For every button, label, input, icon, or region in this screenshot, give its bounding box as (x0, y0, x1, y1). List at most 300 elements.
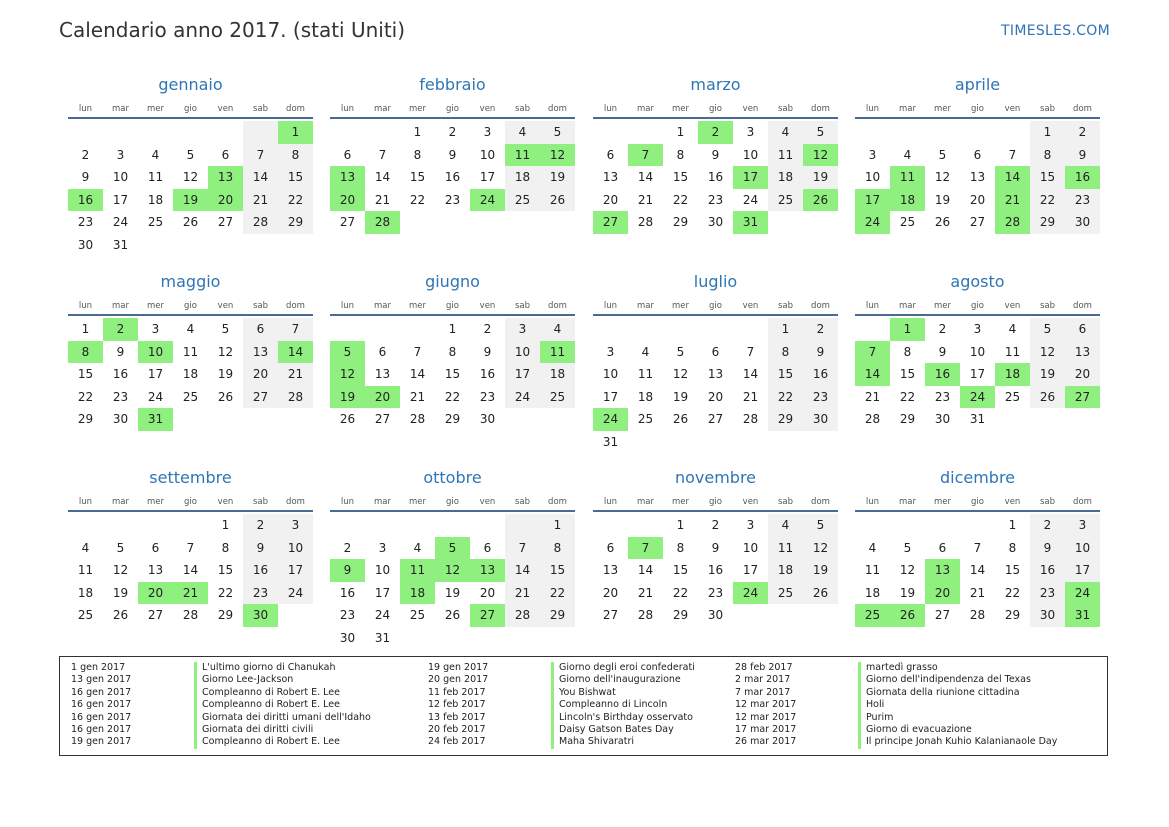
day-cell[interactable]: 13 (147, 563, 164, 578)
day-cell[interactable]: 15 (899, 367, 916, 382)
day-cell[interactable]: 2 (343, 540, 352, 555)
day-cell[interactable]: 8 (768, 341, 803, 364)
day-cell[interactable]: 20 (602, 585, 619, 600)
day-cell[interactable]: 9 (448, 147, 457, 162)
day-cell[interactable]: 22 (1004, 585, 1021, 600)
day-cell[interactable]: 29 (217, 608, 234, 623)
day-cell[interactable]: 2 (448, 125, 457, 140)
day-cell[interactable]: 21 (637, 585, 654, 600)
day-cell[interactable]: 28 (637, 215, 654, 230)
day-cell[interactable]: 9 (330, 559, 365, 582)
day-cell[interactable]: 27 (1065, 386, 1100, 409)
day-cell[interactable]: 25 (540, 386, 575, 409)
day-cell[interactable]: 16 (68, 189, 103, 212)
day-cell[interactable]: 22 (217, 585, 234, 600)
day-cell[interactable]: 25 (1004, 389, 1021, 404)
day-cell[interactable]: 29 (278, 211, 313, 234)
day-cell[interactable]: 16 (339, 585, 356, 600)
day-cell[interactable]: 19 (899, 585, 916, 600)
day-cell[interactable]: 27 (374, 412, 391, 427)
day-cell[interactable]: 7 (413, 344, 422, 359)
day-cell[interactable]: 3 (746, 125, 755, 140)
day-cell[interactable]: 8 (448, 344, 457, 359)
day-cell[interactable]: 30 (934, 412, 951, 427)
day-cell[interactable]: 12 (803, 537, 838, 560)
day-cell[interactable]: 20 (208, 189, 243, 212)
day-cell[interactable]: 25 (505, 189, 540, 212)
day-cell[interactable]: 4 (768, 121, 803, 144)
day-cell[interactable]: 30 (339, 630, 356, 645)
day-cell[interactable]: 16 (243, 559, 278, 582)
day-cell[interactable]: 17 (112, 192, 129, 207)
day-cell[interactable]: 28 (742, 412, 759, 427)
day-cell[interactable]: 4 (413, 540, 422, 555)
day-cell[interactable]: 22 (77, 389, 94, 404)
day-cell[interactable]: 2 (103, 318, 138, 341)
day-cell[interactable]: 10 (278, 537, 313, 560)
day-cell[interactable]: 10 (969, 344, 986, 359)
day-cell[interactable]: 1 (676, 518, 685, 533)
day-cell[interactable]: 17 (1065, 559, 1100, 582)
day-cell[interactable]: 13 (243, 341, 278, 364)
day-cell[interactable]: 12 (217, 344, 234, 359)
day-cell[interactable]: 17 (374, 585, 391, 600)
day-cell[interactable]: 26 (217, 389, 234, 404)
day-cell[interactable]: 14 (182, 563, 199, 578)
day-cell[interactable]: 23 (479, 389, 496, 404)
day-cell[interactable]: 26 (182, 215, 199, 230)
day-cell[interactable]: 27 (217, 215, 234, 230)
day-cell[interactable]: 5 (221, 322, 230, 337)
day-cell[interactable]: 24 (278, 582, 313, 605)
day-cell[interactable]: 29 (768, 408, 803, 431)
day-cell[interactable]: 11 (400, 559, 435, 582)
day-cell[interactable]: 21 (505, 582, 540, 605)
day-cell[interactable]: 13 (208, 166, 243, 189)
day-cell[interactable]: 27 (934, 608, 951, 623)
day-cell[interactable]: 1 (81, 322, 90, 337)
day-cell[interactable]: 20 (243, 363, 278, 386)
day-cell[interactable]: 4 (868, 540, 877, 555)
day-cell[interactable]: 3 (151, 322, 160, 337)
day-cell[interactable]: 2 (711, 518, 720, 533)
day-cell[interactable]: 4 (903, 147, 912, 162)
day-cell[interactable]: 2 (1065, 121, 1100, 144)
day-cell[interactable]: 7 (746, 344, 755, 359)
day-cell[interactable]: 26 (672, 412, 689, 427)
day-cell[interactable]: 23 (1030, 582, 1065, 605)
day-cell[interactable]: 10 (1065, 537, 1100, 560)
day-cell[interactable]: 26 (112, 608, 129, 623)
day-cell[interactable]: 30 (77, 237, 94, 252)
day-cell[interactable]: 18 (768, 166, 803, 189)
day-cell[interactable]: 30 (243, 604, 278, 627)
day-cell[interactable]: 27 (602, 608, 619, 623)
day-cell[interactable]: 14 (278, 341, 313, 364)
day-cell[interactable]: 6 (243, 318, 278, 341)
day-cell[interactable]: 13 (1065, 341, 1100, 364)
day-cell[interactable]: 11 (77, 563, 94, 578)
day-cell[interactable]: 11 (147, 170, 164, 185)
day-cell[interactable]: 5 (938, 147, 947, 162)
day-cell[interactable]: 25 (855, 604, 890, 627)
day-cell[interactable]: 23 (803, 386, 838, 409)
day-cell[interactable]: 29 (1030, 211, 1065, 234)
day-cell[interactable]: 19 (112, 585, 129, 600)
day-cell[interactable]: 21 (742, 389, 759, 404)
day-cell[interactable]: 7 (855, 341, 890, 364)
day-cell[interactable]: 22 (540, 582, 575, 605)
day-cell[interactable]: 1 (1030, 121, 1065, 144)
day-cell[interactable]: 29 (540, 604, 575, 627)
day-cell[interactable]: 10 (374, 563, 391, 578)
day-cell[interactable]: 29 (1004, 608, 1021, 623)
day-cell[interactable]: 4 (81, 540, 90, 555)
day-cell[interactable]: 31 (112, 237, 129, 252)
day-cell[interactable]: 2 (938, 322, 947, 337)
day-cell[interactable]: 21 (409, 389, 426, 404)
day-cell[interactable]: 16 (707, 170, 724, 185)
day-cell[interactable]: 26 (444, 608, 461, 623)
day-cell[interactable]: 30 (803, 408, 838, 431)
day-cell[interactable]: 17 (505, 363, 540, 386)
day-cell[interactable]: 25 (409, 608, 426, 623)
day-cell[interactable]: 8 (540, 537, 575, 560)
day-cell[interactable]: 19 (173, 189, 208, 212)
day-cell[interactable]: 10 (479, 147, 496, 162)
day-cell[interactable]: 23 (444, 192, 461, 207)
day-cell[interactable]: 18 (505, 166, 540, 189)
day-cell[interactable]: 9 (243, 537, 278, 560)
day-cell[interactable]: 7 (1008, 147, 1017, 162)
day-cell[interactable]: 8 (68, 341, 103, 364)
day-cell[interactable]: 25 (768, 582, 803, 605)
day-cell[interactable]: 16 (803, 363, 838, 386)
day-cell[interactable]: 1 (413, 125, 422, 140)
day-cell[interactable]: 17 (278, 559, 313, 582)
day-cell[interactable]: 18 (637, 389, 654, 404)
day-cell[interactable]: 28 (365, 211, 400, 234)
day-cell[interactable]: 14 (374, 170, 391, 185)
day-cell[interactable]: 15 (444, 367, 461, 382)
day-cell[interactable]: 2 (243, 514, 278, 537)
day-cell[interactable]: 29 (672, 215, 689, 230)
day-cell[interactable]: 5 (803, 121, 838, 144)
day-cell[interactable]: 30 (112, 412, 129, 427)
day-cell[interactable]: 1 (540, 514, 575, 537)
day-cell[interactable]: 31 (138, 408, 173, 431)
day-cell[interactable]: 17 (855, 189, 890, 212)
day-cell[interactable]: 27 (339, 215, 356, 230)
day-cell[interactable]: 18 (540, 363, 575, 386)
day-cell[interactable]: 27 (147, 608, 164, 623)
day-cell[interactable]: 8 (1030, 144, 1065, 167)
day-cell[interactable]: 22 (1030, 189, 1065, 212)
day-cell[interactable]: 13 (969, 170, 986, 185)
day-cell[interactable]: 21 (173, 582, 208, 605)
day-cell[interactable]: 19 (803, 166, 838, 189)
day-cell[interactable]: 7 (628, 537, 663, 560)
day-cell[interactable]: 16 (1065, 166, 1100, 189)
day-cell[interactable]: 20 (365, 386, 400, 409)
day-cell[interactable]: 21 (969, 585, 986, 600)
day-cell[interactable]: 19 (330, 386, 365, 409)
day-cell[interactable]: 31 (374, 630, 391, 645)
day-cell[interactable]: 15 (1004, 563, 1021, 578)
day-cell[interactable]: 12 (1030, 341, 1065, 364)
day-cell[interactable]: 31 (733, 211, 768, 234)
day-cell[interactable]: 22 (409, 192, 426, 207)
day-cell[interactable]: 19 (1030, 363, 1065, 386)
day-cell[interactable]: 22 (278, 189, 313, 212)
day-cell[interactable]: 10 (742, 540, 759, 555)
day-cell[interactable]: 29 (444, 412, 461, 427)
day-cell[interactable]: 21 (995, 189, 1030, 212)
day-cell[interactable]: 20 (479, 585, 496, 600)
day-cell[interactable]: 18 (995, 363, 1030, 386)
day-cell[interactable]: 7 (186, 540, 195, 555)
day-cell[interactable]: 21 (864, 389, 881, 404)
day-cell[interactable]: 6 (151, 540, 160, 555)
day-cell[interactable]: 10 (138, 341, 173, 364)
day-cell[interactable]: 1 (1008, 518, 1017, 533)
day-cell[interactable]: 5 (903, 540, 912, 555)
day-cell[interactable]: 29 (899, 412, 916, 427)
day-cell[interactable]: 23 (707, 192, 724, 207)
day-cell[interactable]: 15 (409, 170, 426, 185)
day-cell[interactable]: 4 (505, 121, 540, 144)
day-cell[interactable]: 15 (540, 559, 575, 582)
day-cell[interactable]: 17 (147, 367, 164, 382)
day-cell[interactable]: 15 (768, 363, 803, 386)
day-cell[interactable]: 30 (479, 412, 496, 427)
day-cell[interactable]: 1 (221, 518, 230, 533)
day-cell[interactable]: 16 (444, 170, 461, 185)
day-cell[interactable]: 13 (602, 563, 619, 578)
day-cell[interactable]: 3 (868, 147, 877, 162)
day-cell[interactable]: 17 (602, 389, 619, 404)
day-cell[interactable]: 14 (505, 559, 540, 582)
day-cell[interactable]: 7 (378, 147, 387, 162)
day-cell[interactable]: 27 (470, 604, 505, 627)
day-cell[interactable]: 31 (969, 412, 986, 427)
day-cell[interactable]: 23 (77, 215, 94, 230)
day-cell[interactable]: 9 (1030, 537, 1065, 560)
day-cell[interactable]: 11 (505, 144, 540, 167)
day-cell[interactable]: 15 (672, 170, 689, 185)
day-cell[interactable]: 14 (969, 563, 986, 578)
day-cell[interactable]: 12 (435, 559, 470, 582)
day-cell[interactable]: 30 (707, 608, 724, 623)
day-cell[interactable]: 10 (112, 170, 129, 185)
day-cell[interactable]: 28 (243, 211, 278, 234)
day-cell[interactable]: 5 (540, 121, 575, 144)
day-cell[interactable]: 20 (969, 192, 986, 207)
day-cell[interactable]: 24 (1065, 582, 1100, 605)
day-cell[interactable]: 8 (676, 540, 685, 555)
day-cell[interactable]: 22 (768, 386, 803, 409)
day-cell[interactable]: 22 (672, 192, 689, 207)
day-cell[interactable]: 24 (112, 215, 129, 230)
day-cell[interactable]: 6 (938, 540, 947, 555)
day-cell[interactable]: 12 (182, 170, 199, 185)
day-cell[interactable]: 6 (378, 344, 387, 359)
day-cell[interactable]: 5 (116, 540, 125, 555)
day-cell[interactable]: 26 (890, 604, 925, 627)
day-cell[interactable]: 30 (1065, 211, 1100, 234)
day-cell[interactable]: 8 (903, 344, 912, 359)
day-cell[interactable]: 16 (1030, 559, 1065, 582)
day-cell[interactable]: 28 (278, 386, 313, 409)
day-cell[interactable]: 10 (864, 170, 881, 185)
day-cell[interactable]: 13 (925, 559, 960, 582)
day-cell[interactable]: 9 (803, 341, 838, 364)
day-cell[interactable]: 2 (81, 147, 90, 162)
day-cell[interactable]: 26 (803, 582, 838, 605)
day-cell[interactable]: 2 (1030, 514, 1065, 537)
day-cell[interactable]: 20 (1065, 363, 1100, 386)
day-cell[interactable]: 1 (890, 318, 925, 341)
day-cell[interactable]: 3 (378, 540, 387, 555)
day-cell[interactable]: 27 (593, 211, 628, 234)
day-cell[interactable]: 9 (711, 540, 720, 555)
day-cell[interactable]: 5 (186, 147, 195, 162)
day-cell[interactable]: 30 (707, 215, 724, 230)
day-cell[interactable]: 7 (278, 318, 313, 341)
day-cell[interactable]: 7 (505, 537, 540, 560)
day-cell[interactable]: 4 (151, 147, 160, 162)
day-cell[interactable]: 28 (995, 211, 1030, 234)
day-cell[interactable]: 6 (606, 147, 615, 162)
day-cell[interactable]: 12 (330, 363, 365, 386)
day-cell[interactable]: 20 (330, 189, 365, 212)
day-cell[interactable]: 28 (409, 412, 426, 427)
day-cell[interactable]: 20 (602, 192, 619, 207)
day-cell[interactable]: 10 (742, 147, 759, 162)
day-cell[interactable]: 17 (733, 166, 768, 189)
day-cell[interactable]: 16 (112, 367, 129, 382)
day-cell[interactable]: 10 (602, 367, 619, 382)
day-cell[interactable]: 6 (606, 540, 615, 555)
day-cell[interactable]: 25 (77, 608, 94, 623)
day-cell[interactable]: 7 (628, 144, 663, 167)
day-cell[interactable]: 24 (733, 582, 768, 605)
day-cell[interactable]: 12 (540, 144, 575, 167)
day-cell[interactable]: 26 (934, 215, 951, 230)
day-cell[interactable]: 21 (243, 189, 278, 212)
day-cell[interactable]: 18 (147, 192, 164, 207)
day-cell[interactable]: 12 (934, 170, 951, 185)
day-cell[interactable]: 20 (138, 582, 173, 605)
day-cell[interactable]: 4 (641, 344, 650, 359)
day-cell[interactable]: 13 (470, 559, 505, 582)
day-cell[interactable]: 26 (803, 189, 838, 212)
day-cell[interactable]: 14 (637, 563, 654, 578)
day-cell[interactable]: 18 (400, 582, 435, 605)
day-cell[interactable]: 21 (278, 363, 313, 386)
day-cell[interactable]: 26 (1030, 386, 1065, 409)
day-cell[interactable]: 31 (602, 434, 619, 449)
day-cell[interactable]: 6 (343, 147, 352, 162)
day-cell[interactable]: 9 (81, 170, 90, 185)
day-cell[interactable]: 3 (505, 318, 540, 341)
day-cell[interactable]: 14 (995, 166, 1030, 189)
day-cell[interactable]: 14 (742, 367, 759, 382)
day-cell[interactable]: 28 (969, 608, 986, 623)
day-cell[interactable]: 16 (479, 367, 496, 382)
day-cell[interactable]: 24 (374, 608, 391, 623)
day-cell[interactable]: 6 (1065, 318, 1100, 341)
day-cell[interactable]: 9 (116, 344, 125, 359)
day-cell[interactable]: 6 (221, 147, 230, 162)
day-cell[interactable]: 2 (483, 322, 492, 337)
day-cell[interactable]: 1 (278, 121, 313, 144)
day-cell[interactable]: 1 (768, 318, 803, 341)
day-cell[interactable]: 6 (483, 540, 492, 555)
day-cell[interactable]: 20 (925, 582, 960, 605)
day-cell[interactable]: 3 (746, 518, 755, 533)
day-cell[interactable]: 19 (934, 192, 951, 207)
day-cell[interactable]: 4 (1008, 322, 1017, 337)
day-cell[interactable]: 12 (803, 144, 838, 167)
day-cell[interactable]: 11 (768, 537, 803, 560)
day-cell[interactable]: 25 (637, 412, 654, 427)
day-cell[interactable]: 14 (637, 170, 654, 185)
day-cell[interactable]: 11 (540, 341, 575, 364)
brand-link[interactable]: TIMESLES.COM (1001, 23, 1110, 39)
day-cell[interactable]: 18 (768, 559, 803, 582)
day-cell[interactable]: 26 (339, 412, 356, 427)
day-cell[interactable]: 24 (855, 211, 890, 234)
day-cell[interactable]: 11 (637, 367, 654, 382)
day-cell[interactable]: 12 (899, 563, 916, 578)
day-cell[interactable]: 16 (925, 363, 960, 386)
day-cell[interactable]: 4 (186, 322, 195, 337)
day-cell[interactable]: 11 (1004, 344, 1021, 359)
day-cell[interactable]: 29 (77, 412, 94, 427)
day-cell[interactable]: 9 (483, 344, 492, 359)
day-cell[interactable]: 3 (1065, 514, 1100, 537)
day-cell[interactable]: 11 (864, 563, 881, 578)
day-cell[interactable]: 19 (803, 559, 838, 582)
day-cell[interactable]: 8 (676, 147, 685, 162)
day-cell[interactable]: 23 (707, 585, 724, 600)
day-cell[interactable]: 1 (448, 322, 457, 337)
day-cell[interactable]: 7 (243, 144, 278, 167)
day-cell[interactable]: 19 (444, 585, 461, 600)
day-cell[interactable]: 26 (540, 189, 575, 212)
day-cell[interactable]: 24 (960, 386, 995, 409)
day-cell[interactable]: 22 (899, 389, 916, 404)
day-cell[interactable]: 14 (243, 166, 278, 189)
day-cell[interactable]: 8 (278, 144, 313, 167)
day-cell[interactable]: 18 (864, 585, 881, 600)
day-cell[interactable]: 1 (676, 125, 685, 140)
day-cell[interactable]: 8 (221, 540, 230, 555)
day-cell[interactable]: 21 (637, 192, 654, 207)
day-cell[interactable]: 14 (409, 367, 426, 382)
day-cell[interactable]: 24 (742, 192, 759, 207)
day-cell[interactable]: 3 (606, 344, 615, 359)
day-cell[interactable]: 11 (182, 344, 199, 359)
day-cell[interactable]: 17 (742, 563, 759, 578)
day-cell[interactable]: 15 (217, 563, 234, 578)
day-cell[interactable]: 11 (768, 144, 803, 167)
day-cell[interactable]: 21 (374, 192, 391, 207)
day-cell[interactable]: 6 (711, 344, 720, 359)
day-cell[interactable]: 5 (676, 344, 685, 359)
day-cell[interactable]: 15 (278, 166, 313, 189)
